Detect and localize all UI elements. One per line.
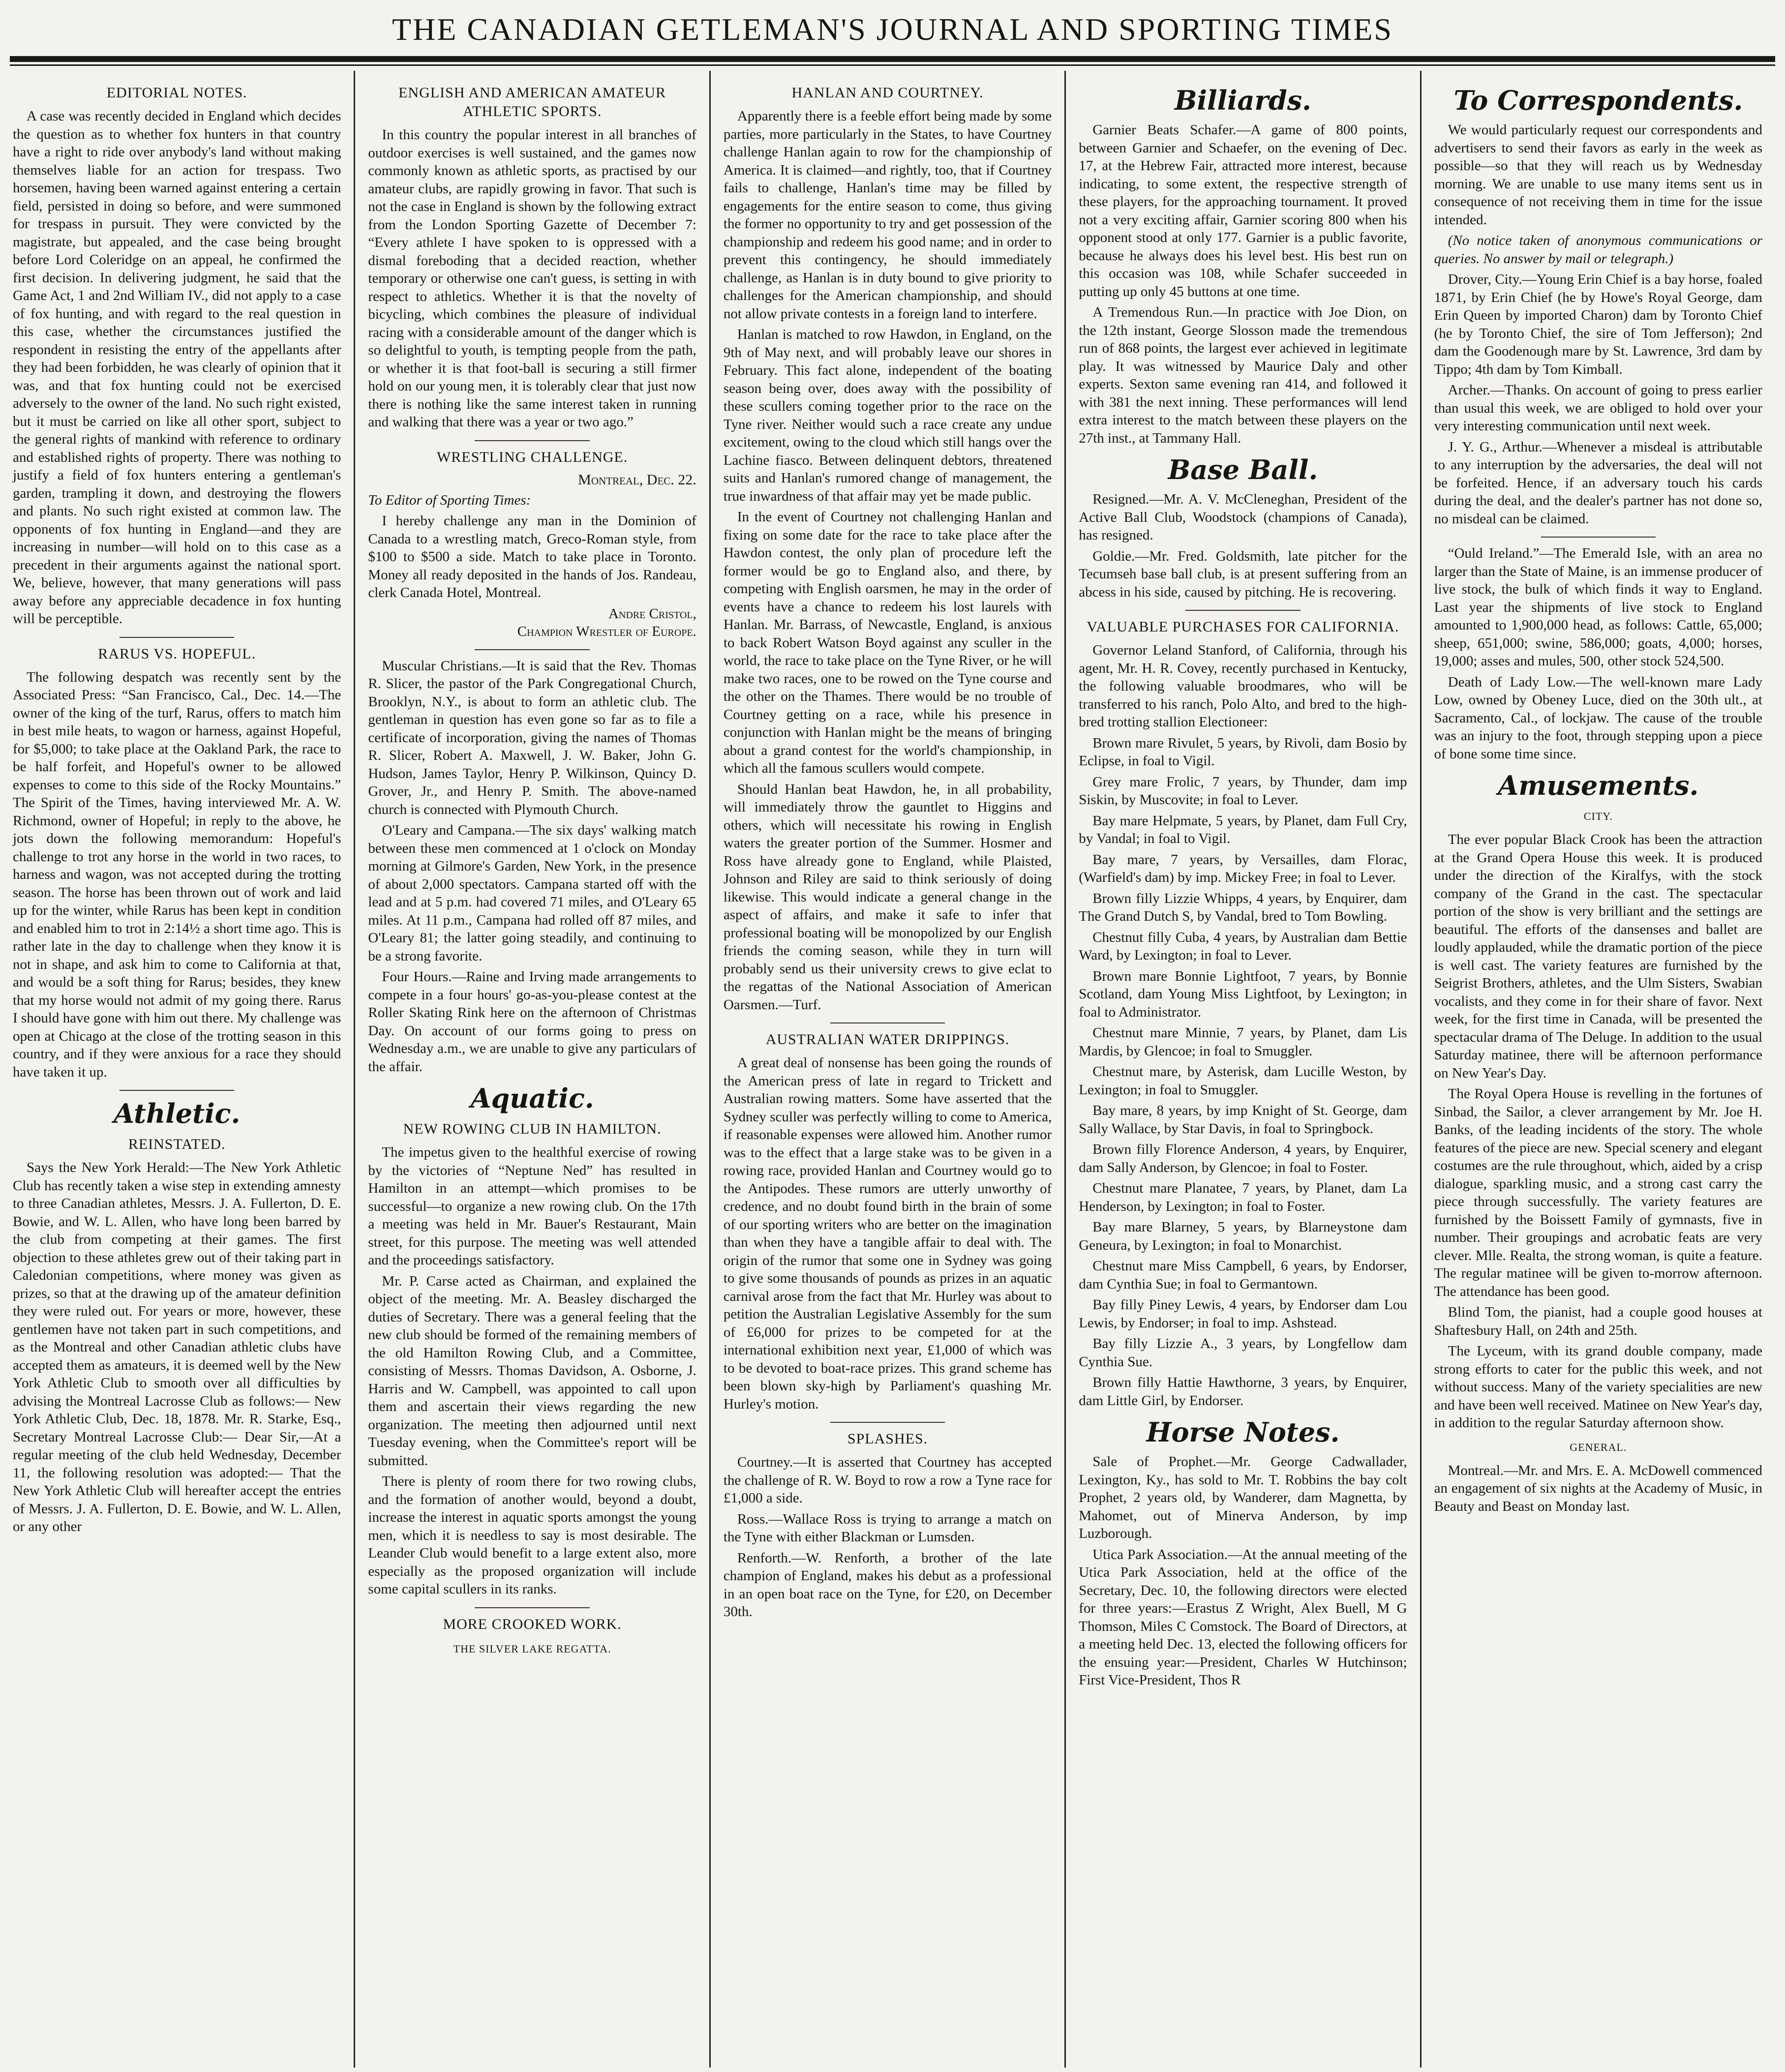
broodmare-entry: Chestnut mare Miss Campbell, 6 years, by Endorser, dam Cynthia Sue; in foal to Germantown. <box>1079 1258 1407 1292</box>
masthead-rule-thin <box>10 64 1775 66</box>
rowing-club-body-2: Mr. P. Carse acted as Chairman, and explained the object of the meeting. Mr. A. Beasley discharged the duties of Secretary. There was a general feeling that the new club should be formed of the remaining members of the old Hamilton Rowing Club, and a Committee, consisting of Messrs. Thomas Davidson, A. Osborne, J. Harris and W. Campbell, was appointed to call upon them and ascertain their views regarding the new organization. The meeting then adjourned until next Tuesday evening, when the Committee's report will be submitted. <box>368 1273 696 1469</box>
aquatic-section-banner: Aquatic. <box>470 1082 594 1114</box>
broodmare-entry: Brown filly Florence Anderson, 4 years, by Enquirer, dam Sally Anderson, by Glencoe; in foal to Foster. <box>1079 1141 1407 1175</box>
broodmare-entry: Brown filly Lizzie Whipps, 4 years, by Enquirer, dam The Grand Dutch S, by Vandal, bred to Tom Bowling. <box>1079 890 1407 924</box>
city-subheading: CITY. <box>1583 810 1613 822</box>
editorial-notes-heading: EDITORIAL NOTES. <box>106 85 247 101</box>
wrestling-salutation: To Editor of Sporting Times: <box>368 492 531 508</box>
horse-notes-section-banner: Horse Notes. <box>1146 1416 1340 1448</box>
valuable-purchases-intro: Governor Leland Stanford, of California, through his agent, Mr. H. R. Covey, recently purchased in Kentucky, the following valuable broodmares, who will be transferred to his ranch, Polo Alto, and bred to the high-bred trotting stallion Electioneer: <box>1079 642 1407 730</box>
general-subheading: GENERAL. <box>1570 1441 1627 1453</box>
divider <box>1185 610 1301 611</box>
column-5 <box>1420 71 1775 2068</box>
broodmare-entry: Bay filly Lizzie A., 3 years, by Longfellow dam Cynthia Sue. <box>1079 1336 1407 1370</box>
masthead-rule-thick <box>10 56 1775 62</box>
sale-of-prophet-body: Sale of Prophet.—Mr. George Cadwallader, Lexington, Ky., has sold to Mr. T. Robbins the bay colt Prophet, 2 years old, by Wanderer, dam Magnetta, by Mahomet, out of Minerva Anderson, by imp Luzborough. <box>1079 1454 1407 1541</box>
splash-renforth: Renforth.—W. Renforth, a brother of the late champion of England, makes his debut as a professional in an open boat race on the Tyne, for £20, on December 30th. <box>723 1550 1052 1620</box>
broodmare-entry: Brown mare Bonnie Lightfoot, 7 years, by Bonnie Scotland, dam Young Miss Lightfoot, by Lexington; in foal to Administrator. <box>1079 968 1407 1020</box>
english-american-heading: ENGLISH AND AMERICAN AMATEUR ATHLETIC SPORTS. <box>398 85 666 120</box>
broodmare-entry: Brown mare Rivulet, 5 years, by Rivoli, dam Bosio by Eclipse, in foal to Vigil. <box>1079 735 1407 769</box>
splash-ross: Ross.—Wallace Ross is trying to arrange a match on the Tyne with either Blackman or Lumsden. <box>723 1511 1052 1545</box>
broodmare-entry: Bay mare Helpmate, 5 years, by Planet, dam Full Cry, by Vandal; in foal to Vigil. <box>1079 812 1407 846</box>
billiards-section-banner: Billiards. <box>1174 85 1311 116</box>
editorial-notes-body: A case was recently decided in England which decides the question as to whether fox hunters in that country have a right to ride over anybody's land without making themselves liable for an action for trespass. Two horsemen, having been warned against entering a certain field, persisted in doing so before, and were summoned for trespass in pursuit. They were convicted by the magistrate, but appealed, and the case being brought before Lord Coleridge on an appeal, he confirmed the first decision. In delivering judgment, he said that the Game Act, 1 and 2nd William IV., did not apply to a case of fox hunting, and with regard to the real question in this case, whether the circumstances justified the respondent in resisting the entry of the appellants after they had been forbidden, he was clearly of opinion that it was, and that fox hunting could not be exercised adversely to the owner of the land. No such right existed, but it must be carried on like all other sport, subject to the general rights of mankind with reference to ordinary and established rights of property. There was nothing to justify a field of fox hunters entering a gentleman's garden, trampling it down, and destroying the flowers and plants. No such right existed at common law. The opponents of fox hunting in England—and they are increasing in number—will hold on to this case as a precedent in their arguments against the national sport. We, believe, however, that many generations will pass away before any appreciable decadence in fox hunting will be perceptible. <box>13 108 341 627</box>
hanlan-courtney-body-4: Should Hanlan beat Hawdon, he, in all probability, will immediately throw the gauntlet to Higgins and others, which will necessitate his rowing in English waters the greater portion of the Summer. Hosmer and Ross have already gone to England, while Plaisted, Johnson and Riley are said to think seriously of doing likewise. This would indicate a general change in the aspect of affairs, and make it safe to infer that professional boating will be monopolized by our English friends the coming season, while they in turn will probably send us their university crews to give eclat to the regattas of the National Association of American Oarsmen.—Turf. <box>723 781 1052 1013</box>
broodmare-entry: Chestnut mare Planatee, 7 years, by Planet, dam La Henderson, by Lexington; in foal to Foster. <box>1079 1180 1407 1214</box>
broodmare-entry: Bay mare, 8 years, by imp Knight of St. George, dam Sally Wallace, by Star Davis, in foal to Springbock. <box>1079 1103 1407 1137</box>
reply-jyg: J. Y. G., Arthur.—Whenever a misdeal is attributable to any interruption by the adversaries, the deal will not be forfeited. Hence, if an adversary touch his cards during the deal, and the dealer's partner has not done so, no misdeal can be claimed. <box>1434 439 1763 527</box>
city-body-2: The Royal Opera House is revelling in the fortunes of Sinbad, the Sailor, a clever arrangement by Mr. Joe H. Banks, of the leading incidents of the story. The whole features of the piece are new. Special scenery and elegant costumes are the rule throughout, which, aided by a crisp dialogue, sparkling music, and a strong cast carry the piece through successfully. The variety features are furnished by the Boissett Family of gymnasts, five in number. Their groupings and acrobatic feats are very clever. Mlle. Realta, the strong woman, is quite a feature. The regular matinee will be given to-morrow afternoon. The attendance has been good. <box>1434 1086 1763 1299</box>
reply-archer: Archer.—Thanks. On account of going to press earlier than usual this week, we are obliged to hold over your very interesting communication until next week. <box>1434 382 1763 434</box>
rarus-hopeful-heading: RARUS VS. HOPEFUL. <box>98 645 256 662</box>
silver-lake-subheading: THE SILVER LAKE REGATTA. <box>453 1642 611 1655</box>
tremendous-run-body: A Tremendous Run.—In practice with Joe Dion, on the 12th instant, George Slosson made the tremendous run of 868 points, the largest ever achieved in legitimate play. It was witnessed by Maurice Daly and other experts. Sexton same evening ran 414, and followed it with 381 the next inning. These performances will lend extra interest to the match between these players on the 27th inst., at Tammany Hall. <box>1079 304 1407 446</box>
wrestling-body: I hereby challenge any man in the Dominion of Canada to a wrestling match, Greco-Roman style, from $100 to $500 a side. Match to take place in Toronto. Money all ready deposited in the hands of Jos. Randeau, clerk Canada Hotel, Montreal. <box>368 513 696 601</box>
broodmare-entry: Chestnut filly Cuba, 4 years, by Australian dam Bettie Ward, by Lexington; in foal to Lever. <box>1079 929 1407 963</box>
reinstated-body: Says the New York Herald:—The New York Athletic Club has recently taken a wise step in extending amnesty to three Canadian athletes, Messrs. J. A. Fullerton, D. E. Bowie, and W. L. Allen, who have long been barred by the club from competing at their games. The first objection to these athletes grew out of their taking part in Caledonian competitions, where money was given as prizes, so that at the drawing up of the amateur definition they were ruled out. For years or more, however, these gentlemen have not taken part in such competitions, and as the Montreal and other Canadian athletic clubs have accepted them as amateurs, it is deemed well by the New York Athletic Club to smooth over all difficulties by advising the Montreal Lacrosse Club as follows:— New York Athletic Club, Dec. 18, 1878. Mr. R. Starke, Esq., Secretary Montreal Lacrosse Club:— Dear Sir,—At a regular meeting of the club held Wednesday, December 11, the following resolution was adopted:— That the New York Athletic Club will hereafter accept the entries of Messrs. J. A. Fullerton, D. E. Bowie, and W. L. Allen, or any other <box>13 1160 341 1534</box>
garnier-schafer-body: Garnier Beats Schafer.—A game of 800 points, between Garnier and Schaefer, on the evening of Dec. 17, at the Hebrew Fair, attracted more interest, because indicating, to some extent, the respective strength of these players, for the approaching tournament. It proved not a very exciting affair, Garnier scoring 800 when his opponent stood at only 177. Garnier is a public favorite, because he always does his level best. His best run on this occasion was 108, while Schafer succeeded in putting up only 45 buttons at one time. <box>1079 122 1407 300</box>
masthead-title: THE CANADIAN GETLEMAN'S JOURNAL AND SPORTING TIMES <box>392 12 1393 47</box>
resigned-body: Resigned.—Mr. A. V. McCleneghan, President of the Active Ball Club, Woodstock (champions of Canada), has resigned. <box>1079 491 1407 543</box>
correspondents-section-banner: To Correspondents. <box>1453 85 1743 116</box>
hanlan-courtney-body-2: Hanlan is matched to row Hawdon, in England, on the 9th of May next, and will probably leave our shores in February. This fact alone, independent of the boating season being over, does away with the possibility of these scullers coming together prior to the race on the Tyne river. Neither would such a race create any undue excitement, owing to the cloud which still hangs over the Lachine fiasco. Between delinquent debtors, threatened suits and Hanlan's rumored change of management, the true inwardness of that affair may yet be made public. <box>723 327 1052 504</box>
amusements-section-banner: Amusements. <box>1498 770 1699 801</box>
city-body-3: Blind Tom, the pianist, had a couple good houses at Shaftesbury Hall, on 24th and 25th. <box>1434 1304 1763 1338</box>
column-4 <box>1064 71 1420 2068</box>
city-body-4: The Lyceum, with its grand double company, made strong efforts to cater for the public this week, and not without success. Many of the variety specialities are new and have been well received. Matinee on New Year's day, in addition to the regular Saturday afternoon show. <box>1434 1343 1763 1431</box>
broodmare-entry: Brown filly Hattie Hawthorne, 3 years, by Enquirer, dam Little Girl, by Endorser. <box>1079 1375 1407 1409</box>
wrestling-heading: WRESTLING CHALLENGE. <box>436 449 628 465</box>
goldie-body: Goldie.—Mr. Fred. Goldsmith, late pitcher for the Tecumseh base ball club, is at present suffering from an abcess in his side, caused by pitching. He is recovering. <box>1079 548 1407 600</box>
broodmare-entry: Bay mare Blarney, 5 years, by Blarneystone dam Geneura, by Lexington; in foal to Monarchist. <box>1079 1219 1407 1253</box>
australian-water-heading: AUSTRALIAN WATER DRIPPINGS. <box>765 1031 1010 1048</box>
valuable-purchases-heading: VALUABLE PURCHASES FOR CALIFORNIA. <box>1087 619 1399 635</box>
broodmare-entry: Chestnut mare, by Asterisk, dam Lucille Weston, by Lexington; in foal to Smuggler. <box>1079 1064 1407 1098</box>
broodmare-entry: Bay filly Piney Lewis, 4 years, by Endorser dam Lou Lewis, by Endorser; in foal to imp. Ashstead. <box>1079 1297 1407 1331</box>
divider <box>475 1607 590 1608</box>
divider <box>830 1422 945 1423</box>
column-3 <box>709 71 1064 2068</box>
broodmare-entry: Grey mare Frolic, 7 years, by Thunder, dam imp Siskin, by Muscovite; in foal to Lever. <box>1079 774 1407 808</box>
city-body-1: The ever popular Black Crook has been the attraction at the Grand Opera House this week. It is produced under the direction of the Kiralfys, with the stock company of the Grand in the cast. The spectacular portion of the show is very brilliant and the settings are beautiful. The efforts of the dansenses and ballet are loudly applauded, while the dramatic portion of the piece is well cast. The variety features are furnished by the Seigrist Brothers, athletes, and the Ulm Sisters, Swabian vocalists, and they come in for their share of favor. Next week, for the first time in Canada, will be presented the spectacular drama of The Deluge. In addition to the usual Saturday matinee, there will be afternoon performance on New Year's Day. <box>1434 832 1763 1081</box>
hanlan-courtney-body-3: In the event of Courtney not challenging Hanlan and fixing on some date for the race to take place after the Hawdon contest, the only plan of procedure left the former would be go to England also, and there, by competing with English oarsmen, he may in the order of events have a chance to redeem his lost laurels with Hanlan. Mr. Barrass, of Newcastle, England, is anxious to back Robert Watson Boyd against any sculler in the world, the race to take place on the Tyne River, or he will make two races, one to be rowed on the Tyne course and the other on the Thames. There would be no trouble of Courtney getting on a race, while his presence in conjunction with Hanlan might be the means of bringing about a grand contest for the world's championship, in which all the famous scullers would compete. <box>723 509 1052 776</box>
column-2 <box>354 71 709 2068</box>
utica-park-body: Utica Park Association.—At the annual meeting of the Utica Park Association, held at the office of the Secretary, Dec. 10, the following directors were elected for three years:—Erastus Z Wright, Alex Buell, M G Thomson, Miles C Comstock. The Board of Directors, at a meeting held Dec. 13, elected the following officers for the ensuing year:—President, Charles W Hutchinson; First Vice-President, Thos R <box>1079 1546 1407 1688</box>
rarus-hopeful-body: The following despatch was recently sent by the Associated Press: “San Francisco, Cal., Dec. 14.—The owner of the king of the turf, Rarus, offers to match him in best mile heats, to wagon or harness, against Hopeful, for $5,000; to take place at the Oakland Park, the race to be half forfeit, and Hopeful's owner to be allowed expenses to come to this side of the Rocky Mountains.” The Spirit of the Times, having interviewed Mr. A. W. Richmond, owner of Hopeful; in reply to the above, he jots down the following memorandum: Hopeful's challenge to trot any horse in the world in two races, to harness and wagon, was not accepted during the trotting season. The horse has been thrown out of work and laid up for the winter, while Rarus has been kept in condition and enabled him to trot in 2:14½ a short time ago. This is rather late in the day to challenge when they know it is not in shape, and ask him to come to California at that, and would be a soft thing for Rarus; besides, they knew that my horse would not admit of my going there. Rarus I should have gone with him out there. My challenge was open at Chicago at the close of the trotting season in this country, and if they were anxious for a race they should have taken it up. <box>13 669 341 1080</box>
wrestling-signature-title: Champion Wrestler of Europe. <box>517 623 696 639</box>
splash-courtney: Courtney.—It is asserted that Courtney has accepted the challenge of R. W. Boyd to row a row a Tyne race for £1,000 a side. <box>723 1454 1052 1506</box>
divider <box>475 440 590 441</box>
broodmare-entry: Bay mare, 7 years, by Versailles, dam Florac, (Warfield's dam) by imp. Mickey Free; in foal to Lever. <box>1079 851 1407 885</box>
correspondents-intro: We would particularly request our correspondents and advertisers to send their favors as early in the week as possible—so that they will reach us by Wednesday morning. We are unable to use many items sent us in consequence of not receiving them in time for the issue intended. <box>1434 122 1763 228</box>
divider <box>120 637 235 638</box>
divider <box>830 1022 945 1023</box>
splashes-heading: SPLASHES. <box>847 1431 928 1447</box>
columns <box>10 71 1775 2068</box>
wrestling-dateline: Montreal, Dec. 22. <box>578 471 696 488</box>
divider <box>1541 537 1656 538</box>
hanlan-courtney-heading: HANLAN AND COURTNEY. <box>791 85 984 101</box>
broodmare-list <box>1079 734 1407 1410</box>
reinstated-heading: REINSTATED. <box>128 1136 226 1152</box>
athletic-section-banner: Athletic. <box>114 1098 241 1129</box>
oleary-campana-body: O'Leary and Campana.—The six days' walking match between these men commenced at 1 o'clock on Monday morning at Gilmore's Garden, New York, in the presence of about 2,000 spectators. Campana started off with the lead and at 5 p.m. had covered 71 miles, and O'Leary 65 miles. At 11 p.m., Campana had rolled off 87 miles, and O'Leary 81; the latter going steadily, and continuing to be a strong favorite. <box>368 822 696 964</box>
rowing-club-body-1: The impetus given to the healthful exercise of rowing by the victories of “Neptune Ned” has resulted in Hamilton in an attempt—which promises to be successful—to organize a new rowing club. On the 17th a meeting was held in Mr. Bauer's Restaurant, Main street, for this purpose. The meeting was well attended and the proceedings satisfactory. <box>368 1144 696 1268</box>
divider <box>475 649 590 650</box>
base-ball-section-banner: Base Ball. <box>1168 454 1318 485</box>
hanlan-courtney-body-1: Apparently there is a feeble effort being made by some parties, more particularly in the States, to have Courtney challenge Hanlan again to row for the championship of America. It is claimed—and rightly, too, that if Courtney fails to challenge, Hanlan's time may be filled by engagements for the entire season to come, thus giving the former no opportunity to try and get possession of the championship and redeem his good name; and in order to prevent this contingency, he should immediately challenge, as Hanlan is in duty bound to give priority to challenges for the American championship, and should not allow private contests in a foreign land to interfere. <box>723 108 1052 322</box>
general-body: Montreal.—Mr. and Mrs. E. A. McDowell commenced an engagement of six nights at the Academy of Music, in Beauty and Beast on Monday last. <box>1434 1462 1763 1514</box>
column-1 <box>10 71 354 2068</box>
english-american-body: In this country the popular interest in all branches of outdoor exercises is well sustained, and the games now commonly known as athletic sports, as practised by our amateur clubs, are rapidly growing in favor. That such is not the case in England is shown by the following extract from the London Sporting Gazette of December 7: “Every athlete I have spoken to is oppressed with a dismal foreboding that a decided reaction, whether temporary or otherwise one can't guess, is setting in with respect to athletics. Whether it is that the novelty of bicycling, which combines the pleasure of individual racing with a considerable amount of the danger which is so delightful to youth, is tempting people from the path, or whether it is that foot-ball is securing a still firmer hold on our young men, it is tolerably clear that just now there is nothing like the same interest taken in running and walking that there was a year or two ago.” <box>368 127 696 430</box>
four-hours-body: Four Hours.—Raine and Irving made arrangements to compete in a four hours' go-as-you-please contest at the Roller Skating Rink here on the afternoon of Christmas Day. On account of our forms going to press on Wednesday a.m., we are unable to give any particulars of the affair. <box>368 969 696 1075</box>
australian-water-body: A great deal of nonsense has been going the rounds of the American press of late in regard to Trickett and Australian rowing matters. Some have asserted that the Sydney sculler was perfectly willing to come to America, if reasonable expenses were allowed him. Another rumor was to the effect that a large stake was to be given in a rowing race, provided Hanlan and Courtney would go to the Antipodes. These rumors are utterly unworthy of credence, and no doubt found birth in the brain of some of our sporting writers who are better on the imagination than when they have a tangible affair to deal with. The origin of the rumor that some one in Sydney was going to give some thousands of pounds as prizes in an aquatic carnival arose from the fact that Mr. Hurley was about to petition the Australian Legislative Assembly for the sum of £6,000 for prizes to be competed for at the international exhibition next year, £1,000 of which was to be devoted to boat-race prizes. This grand scheme has been blown sky-high by Parliament's quashing Mr. Hurley's motion. <box>723 1055 1052 1412</box>
crooked-work-heading: MORE CROOKED WORK. <box>443 1616 622 1632</box>
wrestling-signature-name: Andre Cristol, <box>608 605 696 622</box>
lady-low-body: Death of Lady Low.—The well-known mare Lady Low, owned by Obeney Luce, died on the 30th ult., at Sacramento, Cal., of lockjaw. The cause of the trouble was an injury to the foot, through stepping upon a piece of bone some time since. <box>1434 674 1763 762</box>
rowing-club-body-3: There is plenty of room there for two rowing clubs, and the formation of another would, beyond a doubt, increase the interest in aquatic sports amongst the young men, which it is needless to say is most desirable. The Leander Club would benefit to a large extent also, more especially as the proposed organization will include some capital scullers in its ranks. <box>368 1473 696 1597</box>
rowing-club-heading: NEW ROWING CLUB IN HAMILTON. <box>403 1121 662 1137</box>
divider <box>120 1090 235 1091</box>
muscular-christians-body: Muscular Christians.—It is said that the Rev. Thomas R. Slicer, the pastor of the Park Congregational Church, Brooklyn, N.Y., is about to form an athletic club. The gentleman in question has even gone so far as to file a certificate of incorporation, giving the names of Thomas R. Slicer, Robert A. Maxwell, J. W. Baker, John G. Hudson, James Taylor, Henry P. Wilkinson, Quincy D. Grover, Jr., and Henry P. Smith. The above-named church is connected with Plymouth Church. <box>368 658 696 817</box>
ould-ireland-body: “Ould Ireland.”—The Emerald Isle, with an area no larger than the State of Maine, is an immense producer of live stock, the bulk of which finds it way to England. Last year the shipments of live stock to England amounted to 1,900,000 head, as follows: Cattle, 65,000; sheep, 651,000; swine, 586,000; goats, 4,000; horses, 19,000; asses and mules, 500, other stock 524,500. <box>1434 545 1763 669</box>
broodmare-entry: Chestnut mare Minnie, 7 years, by Planet, dam Lis Mardis, by Glencoe; in foal to Smuggler. <box>1079 1025 1407 1059</box>
correspondents-notice: (No notice taken of anonymous communications or queries. No answer by mail or telegraph.) <box>1434 233 1763 267</box>
reply-drover: Drover, City.—Young Erin Chief is a bay horse, foaled 1871, by Erin Chief (he by Howe's Royal George, dam Erin Queen by imported Charon) dam by Toronto Chief (he by Toronto Chief, the sire of Tom Jefferson); 2nd dam the Goodenough mare by St. Lawrence, 3rd dam by Tippo; 4th dam by Tom Kimball. <box>1434 271 1763 377</box>
